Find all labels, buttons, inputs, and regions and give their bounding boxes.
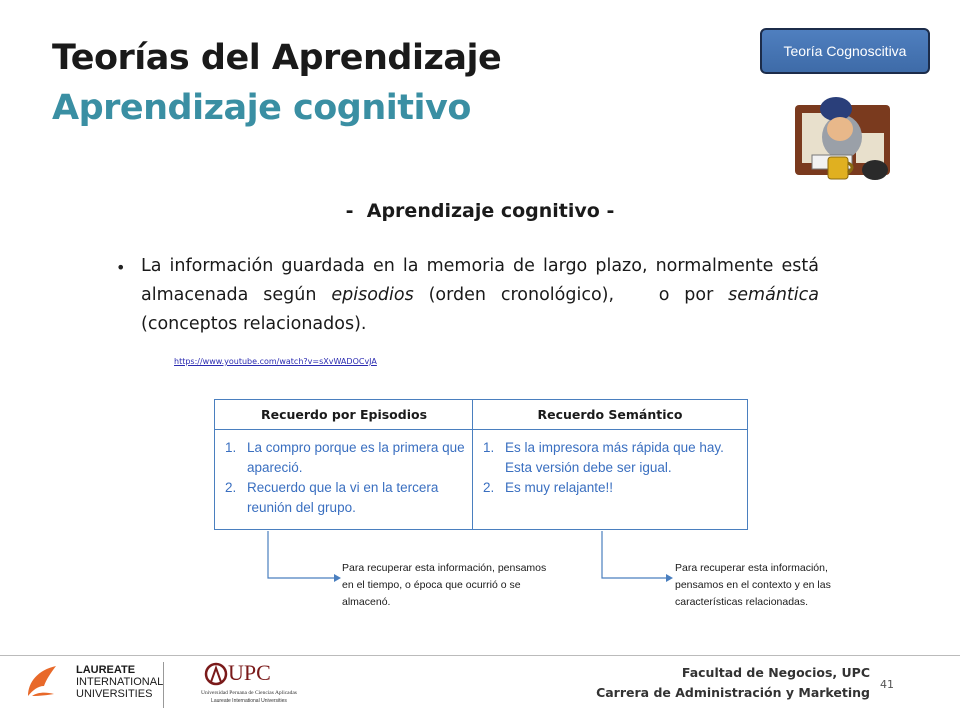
page-subtitle: Aprendizaje cognitivo (52, 88, 471, 128)
laureate-line: INTERNATIONAL (76, 676, 164, 688)
bullet-text-part: (conceptos relacionados). (141, 314, 367, 334)
theory-badge: Teoría Cognoscitiva (760, 28, 930, 74)
list-item (483, 438, 733, 478)
list-item-text: La compro porque es la primera que apareció. (247, 440, 465, 475)
youtube-link[interactable]: https://www.youtube.com/watch?v=sXvWADOCvJA (174, 357, 377, 366)
footer-divider (0, 655, 960, 656)
upc-wordmark: UPC (228, 660, 271, 685)
bullet-text-part: La información guardada en la memoria de largo plazo, normalmente está almacenada según (141, 256, 819, 305)
page-number: 41 (880, 678, 894, 691)
list-item-text: Recuerdo que la vi en la tercera reunión del grupo. (247, 480, 439, 515)
footer-career: Carrera de Administración y Marketing (596, 685, 870, 700)
col-header-semantico: Recuerdo Semántico (473, 400, 747, 430)
upc-crest-icon (204, 662, 228, 688)
laureate-wordmark (76, 664, 163, 700)
column-divider (472, 399, 473, 530)
section-heading: - Aprendizaje cognitivo - (345, 200, 615, 222)
list-item-number: 2. (483, 480, 495, 495)
list-item-text: Es muy relajante!! (505, 480, 614, 495)
list-item (225, 478, 465, 518)
list-item (225, 438, 465, 478)
list-item-number: 1. (225, 440, 237, 455)
col-header-episodios: Recuerdo por Episodios (215, 400, 473, 430)
upc-subtext: Laureate International Universities (211, 698, 287, 704)
list-item-text: Es la impresora más rápida que hay. Esta versión debe ser igual. (505, 440, 724, 475)
logo-divider (163, 662, 164, 708)
upc-full-name: Universidad Peruana de Ciencias Aplicadas (201, 690, 297, 696)
emphasis-episodios: episodios (331, 285, 414, 305)
comparison-table (214, 399, 748, 530)
footer-faculty: Facultad de Negocios, UPC (681, 665, 870, 680)
bullet-text-part: (orden cronológico), o por (413, 285, 729, 305)
bullet-icon: • (116, 258, 126, 277)
list-item-number: 2. (225, 480, 237, 495)
laureate-line: UNIVERSITIES (76, 688, 153, 700)
episodios-list (225, 438, 465, 518)
bullet-paragraph (141, 252, 819, 339)
list-item-number: 1. (483, 440, 495, 455)
laureate-line: LAUREATE (76, 664, 136, 676)
semantico-list (483, 438, 733, 498)
page-title: Teorías del Aprendizaje (52, 38, 502, 78)
arrow-left-connector (268, 531, 341, 582)
note-semantico: Para recuperar esta información, pensamos en el contexto y en las características relacionadas. (675, 562, 831, 608)
student-studying-illustration (790, 95, 900, 190)
emphasis-semantica: semántica (728, 285, 819, 305)
note-episodios: Para recuperar esta información, pensamos en el tiempo, o época que ocurrió o se almacenó. (342, 562, 547, 608)
laureate-logo-icon (24, 664, 60, 698)
arrow-right-connector (602, 531, 673, 582)
list-item (483, 478, 733, 498)
